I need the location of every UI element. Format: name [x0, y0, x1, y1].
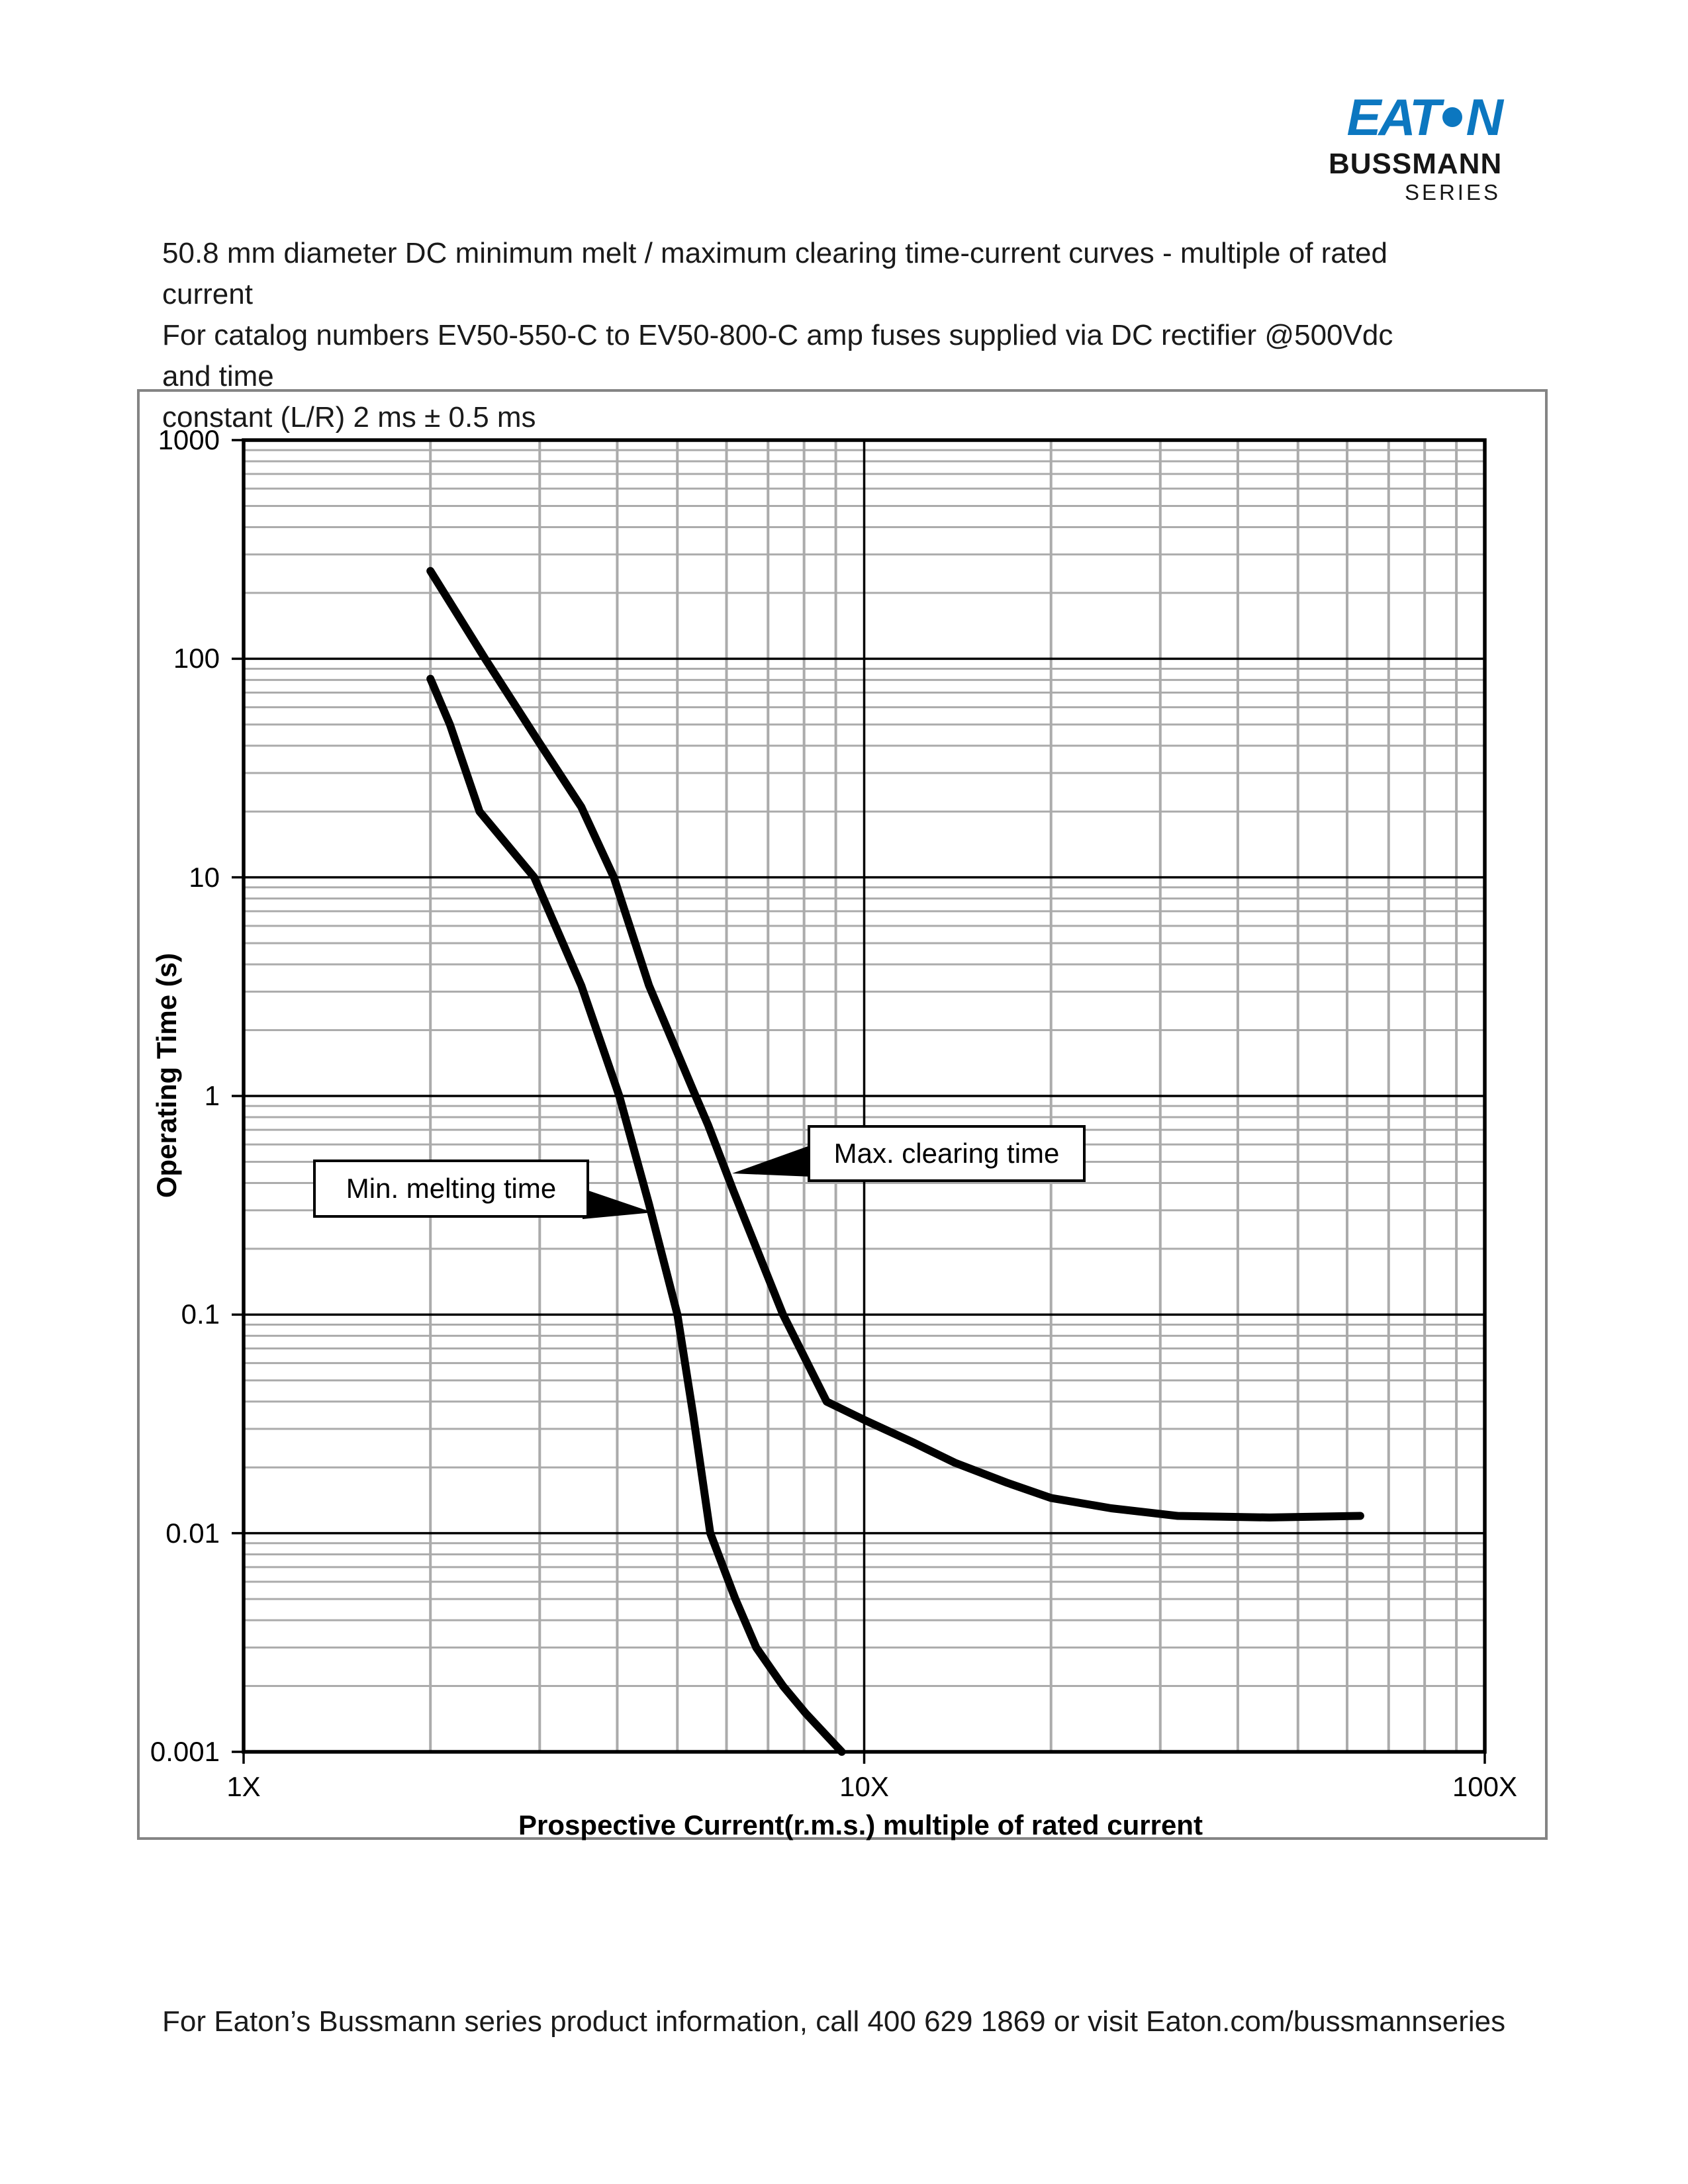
eaton-logo-text-right: N	[1466, 88, 1501, 146]
x-axis-tick-label: 1X	[226, 1771, 261, 1802]
bussmann-logo-text: BUSSMANN	[1329, 148, 1503, 180]
footer-contact-text: For Eaton’s Bussmann series product information, call 400 629 1869 or visit Eaton.com/bussmannseries	[162, 2005, 1506, 2038]
series-logo-text: SERIES	[1404, 180, 1501, 205]
y-axis-title: Operating Time (s)	[151, 952, 182, 1199]
chart-title-line-2: For catalog numbers EV50-550-C to EV50-800-C amp fuses supplied via DC rectifier @500Vdc and time	[162, 319, 1393, 392]
y-axis-tick-label: 10	[189, 861, 220, 893]
x-axis-title: Prospective Current(r.m.s.) multiple of rated current	[518, 1809, 1203, 1841]
y-axis-tick-label: 0.1	[181, 1298, 220, 1330]
y-axis-tick-label: 1000	[158, 424, 220, 455]
x-axis-tick-label: 100X	[1452, 1771, 1518, 1802]
eaton-logo-text-left: EAT	[1346, 88, 1438, 146]
annotation-max-clearing-time: Max. clearing time	[808, 1125, 1086, 1182]
annotation-min-melting-time: Min. melting time	[313, 1160, 589, 1218]
y-axis-tick-label: 1	[204, 1080, 220, 1111]
x-axis-tick-label: 10X	[839, 1771, 889, 1802]
chart-title-line-3: constant (L/R) 2 ms ± 0.5 ms	[162, 401, 536, 433]
y-axis-tick-label: 100	[173, 643, 220, 674]
max-clearing-curve	[430, 571, 1360, 1518]
chart-title-line-1: 50.8 mm diameter DC minimum melt / maximum clearing time-current curves - multiple of rated current	[162, 237, 1387, 310]
y-axis-tick-label: 0.001	[150, 1736, 220, 1767]
y-axis-tick-label: 0.01	[165, 1517, 220, 1549]
